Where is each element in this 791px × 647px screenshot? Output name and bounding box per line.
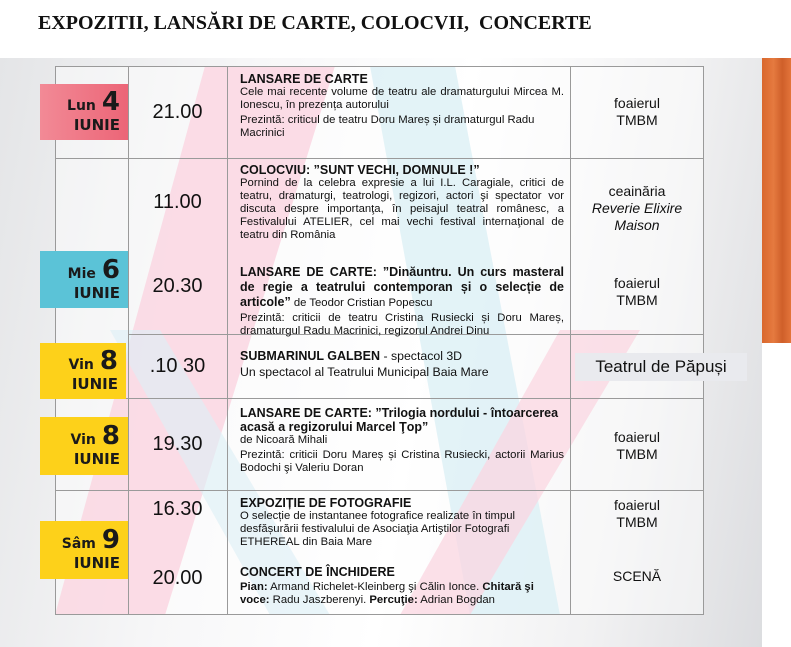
event-location <box>571 164 703 252</box>
date-month: IUNIE <box>73 283 120 302</box>
date-number: 9 <box>101 525 120 555</box>
date-day: Mie <box>67 265 96 282</box>
event-text: Pornind de la celebra expresie a lui I.L. Caragiale, critici de teatru, dramaturgi, teatrologi, regizori, actori şi spectator vor discuta despre importanţa, în peisajul teatral românesc, a Festivalului ATELIER, cel mai vechi festival internaţional de teatru din România <box>240 177 564 241</box>
date-badge <box>40 417 128 475</box>
event-location <box>571 252 703 332</box>
event-heading: SUBMARINUL GALBEN <box>240 349 381 363</box>
event-presenters: Prezintă: criticii Doru Mareș și Cristina Rusiecki, actorii Marius Bodochi şi Valeriu Doran <box>240 449 564 474</box>
event-location-papusi: Teatrul de Păpuși <box>575 353 747 381</box>
location-line: TMBM <box>616 112 658 128</box>
date-badge <box>40 84 128 140</box>
date-day: Sâm <box>61 536 96 552</box>
event-location <box>571 494 703 534</box>
event-description <box>240 72 564 140</box>
date-day: Vin <box>68 357 94 373</box>
date-number: 8 <box>101 421 120 451</box>
event-heading: LANSARE DE CARTE: ”Trilogia nordului - întoarcerea acasă a regizorului Marcel Ţop” <box>240 406 559 434</box>
text-guitar: Radu Jaszberenyi. <box>269 594 370 606</box>
event-time: 11.00 <box>153 190 202 213</box>
decorative-orange-strip <box>762 58 791 343</box>
date-badge <box>40 251 128 308</box>
location-line: foaierul <box>614 95 660 111</box>
location-line: foaierul <box>614 429 660 445</box>
text-piano: Armand Richelet-Kleinberg şi Călin Ionce. <box>267 581 483 593</box>
date-month: IUNIE <box>73 450 120 468</box>
location-line: Reverie Elixire <box>591 199 683 216</box>
schedule-table <box>55 66 704 615</box>
location-line: TMBM <box>616 446 658 462</box>
event-description <box>240 265 564 338</box>
event-author: de Nicoară Mihali <box>240 434 328 446</box>
location-line: foaierul <box>614 275 660 291</box>
label-piano: Pian: <box>240 581 268 593</box>
event-heading-suffix: - spectacol 3D <box>380 349 463 363</box>
date-month: IUNIE <box>73 554 120 572</box>
date-number: 4 <box>101 87 120 117</box>
date-day: Lun <box>67 98 96 114</box>
date-badge <box>40 521 128 579</box>
event-description <box>240 496 564 549</box>
location-line: ceainăria <box>608 182 666 199</box>
event-description <box>240 565 564 607</box>
date-month: IUNIE <box>73 116 120 134</box>
event-location <box>571 406 703 486</box>
date-month: IUNIE <box>71 375 118 393</box>
location-line: TMBM <box>616 292 658 308</box>
event-time: .10 30 <box>149 354 206 377</box>
event-time: 20.00 <box>152 566 203 589</box>
label-guitar: Chitară şi voce: <box>240 581 534 606</box>
event-time: 19.30 <box>152 432 203 455</box>
title-part-1: EXPOZITII, LANSĂRI DE CARTE, COLOCVII, <box>38 12 470 34</box>
location-line: TMBM <box>616 514 658 530</box>
event-location <box>571 66 703 158</box>
event-heading: COLOCVIU: ”SUNT VECHI, DOMNULE !” <box>240 163 480 177</box>
event-author: de Teodor Cristian Popescu <box>290 297 433 309</box>
event-location: SCENĂ <box>612 567 662 584</box>
text-percussion: Adrian Bogdan <box>417 594 495 606</box>
event-time: 20.30 <box>152 274 203 297</box>
event-time: 21.00 <box>152 100 203 123</box>
event-description <box>240 348 564 380</box>
title-part-2: CONCERTE <box>479 12 592 34</box>
location-line: foaierul <box>614 497 660 513</box>
event-text: Un spectacol al Teatrului Municipal Baia Mare <box>240 365 489 379</box>
event-presenters: Prezintă: criticii de teatru Cristina Rusiecki și Doru Mareș, dramaturgul Radu Macrinici, regizorul Andrei Dinu <box>240 312 564 337</box>
event-time: 16.30 <box>152 497 203 520</box>
event-heading: LANSARE DE CARTE: ”Dinăuntru. Un curs masteral de regie a teatrului contemporan și o selecție de articole” <box>240 265 564 309</box>
event-text: Cele mai recente volume de teatru ale dramaturgului Mircea M. Ionescu, în prezența autorului <box>240 86 564 111</box>
event-presenters: Prezintă: criticul de teatru Doru Mareș și dramaturgul Radu Macrinici <box>240 114 535 139</box>
date-day: Vin <box>70 432 96 448</box>
event-description <box>240 406 564 475</box>
event-heading: CONCERT DE ÎNCHIDERE <box>240 565 395 579</box>
event-heading: LANSARE DE CARTE <box>240 72 368 86</box>
label-percussion: Percuţie: <box>369 594 418 606</box>
event-text: O selecție de instantanee fotografice realizate în timpul desfășurării festivalului de Asociaţia Artiştilor Fotografi ETHEREAL din Baia Mare <box>240 510 516 548</box>
event-description <box>240 163 564 242</box>
location-line: Maison <box>614 216 660 233</box>
date-number: 8 <box>99 346 118 376</box>
date-badge <box>40 343 126 399</box>
date-number: 6 <box>101 254 120 285</box>
event-heading: EXPOZIȚIE DE FOTOGRAFIE <box>240 496 412 510</box>
